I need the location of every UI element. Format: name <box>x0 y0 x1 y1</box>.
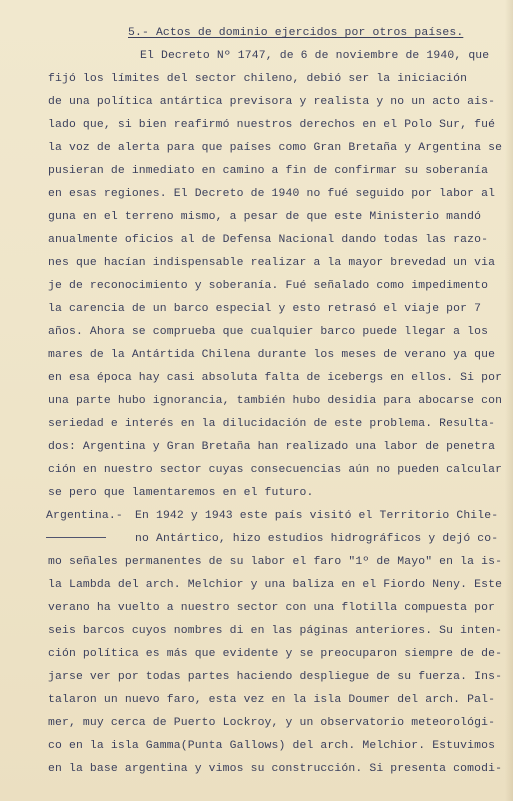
line-text: nes que hacían indispensable realizar a la mayor brevedad un via <box>48 257 496 269</box>
line-text: mer, muy cerca de Puerto Lockroy, y un observatorio meteorológi- <box>48 717 496 729</box>
line-text: co en la isla Gamma(Punta Gallows) del arch. Melchior. Estuvimos <box>48 740 496 752</box>
line-text: ción política es más que evidente y se preocuparon siempre de de- <box>48 648 503 660</box>
line-text: mares de la Antártida Chilena durante los meses de verano ya que <box>48 349 496 361</box>
line-text: la voz de alerta para que países como Gran Bretaña y Argentina se <box>48 142 503 154</box>
section-heading: 5.- Actos de dominio ejercidos por otros países. <box>128 27 464 39</box>
line-text: una parte hubo ignorancia, también hubo desidia para abocarse con <box>48 395 503 407</box>
line-text: pusieran de inmediato en camino a fin de confirmar su soberanía <box>48 165 489 177</box>
line-text: años. Ahora se comprueba que cualquier barco puede llegar a los <box>48 326 489 338</box>
line-text: seriedad e interés en la dilucidación de este problema. Resulta- <box>48 418 496 430</box>
line-text: la Lambda del arch. Melchior y una baliza en el Fiordo Neny. Este <box>48 579 503 591</box>
line-text: dos: Argentina y Gran Bretaña han realizado una labor de penetra <box>48 441 496 453</box>
line-text: verano ha vuelto a nuestro sector con una flotilla compuesta por <box>48 602 496 614</box>
margin-label-argentina: Argentina.- <box>46 510 123 522</box>
line-text: En 1942 y 1943 este país visitó el Territorio Chile- <box>135 510 499 522</box>
margin-underline <box>46 537 106 538</box>
line-text: no Antártico, hizo estudios hidrográficos y dejó co- <box>135 533 499 545</box>
line-text: lado que, si bien reafirmó nuestros derechos en el Polo Sur, fué <box>48 119 496 131</box>
line-text: seis barcos cuyos nombres di en las páginas anteriores. Su inten- <box>48 625 503 637</box>
line-text: en esas regiones. El Decreto de 1940 no fué seguido por labor al <box>48 188 496 200</box>
line-text: fijó los límites del sector chileno, debió ser la iniciación <box>48 73 468 85</box>
line-text: guna en el terreno mismo, a pesar de que este Ministerio mandó <box>48 211 482 223</box>
line-text: anualmente oficios al de Defensa Nacional dando todas las razo- <box>48 234 489 246</box>
line-text: de una política antártica previsora y realista y no un acto ais- <box>48 96 496 108</box>
line-text: talaron un nuevo faro, esta vez en la isla Doumer del arch. Pal- <box>48 694 496 706</box>
line-text: en la base argentina y vimos su construcción. Si presenta comodi- <box>48 763 503 775</box>
line-text: ción en nuestro sector cuyas consecuencias aún no pueden calcular <box>48 464 503 476</box>
line-text: jarse ver por todas partes haciendo despliegue de su fuerza. Ins- <box>48 671 503 683</box>
line-text: El Decreto Nº 1747, de 6 de noviembre de 1940, que <box>140 50 490 62</box>
line-text: la carencia de un barco especial y esto retrasó el viaje por 7 <box>48 303 482 315</box>
page-edge-shadow <box>505 0 513 801</box>
line-text: en esa época hay casi absoluta falta de icebergs en ellos. Si por <box>48 372 503 384</box>
line-text: je de reconocimiento y soberanía. Fué señalado como impedimento <box>48 280 489 292</box>
line-text: se pero que lamentaremos en el futuro. <box>48 487 314 499</box>
line-text: mo señales permanentes de su labor el faro "1º de Mayo" en la is- <box>48 556 503 568</box>
